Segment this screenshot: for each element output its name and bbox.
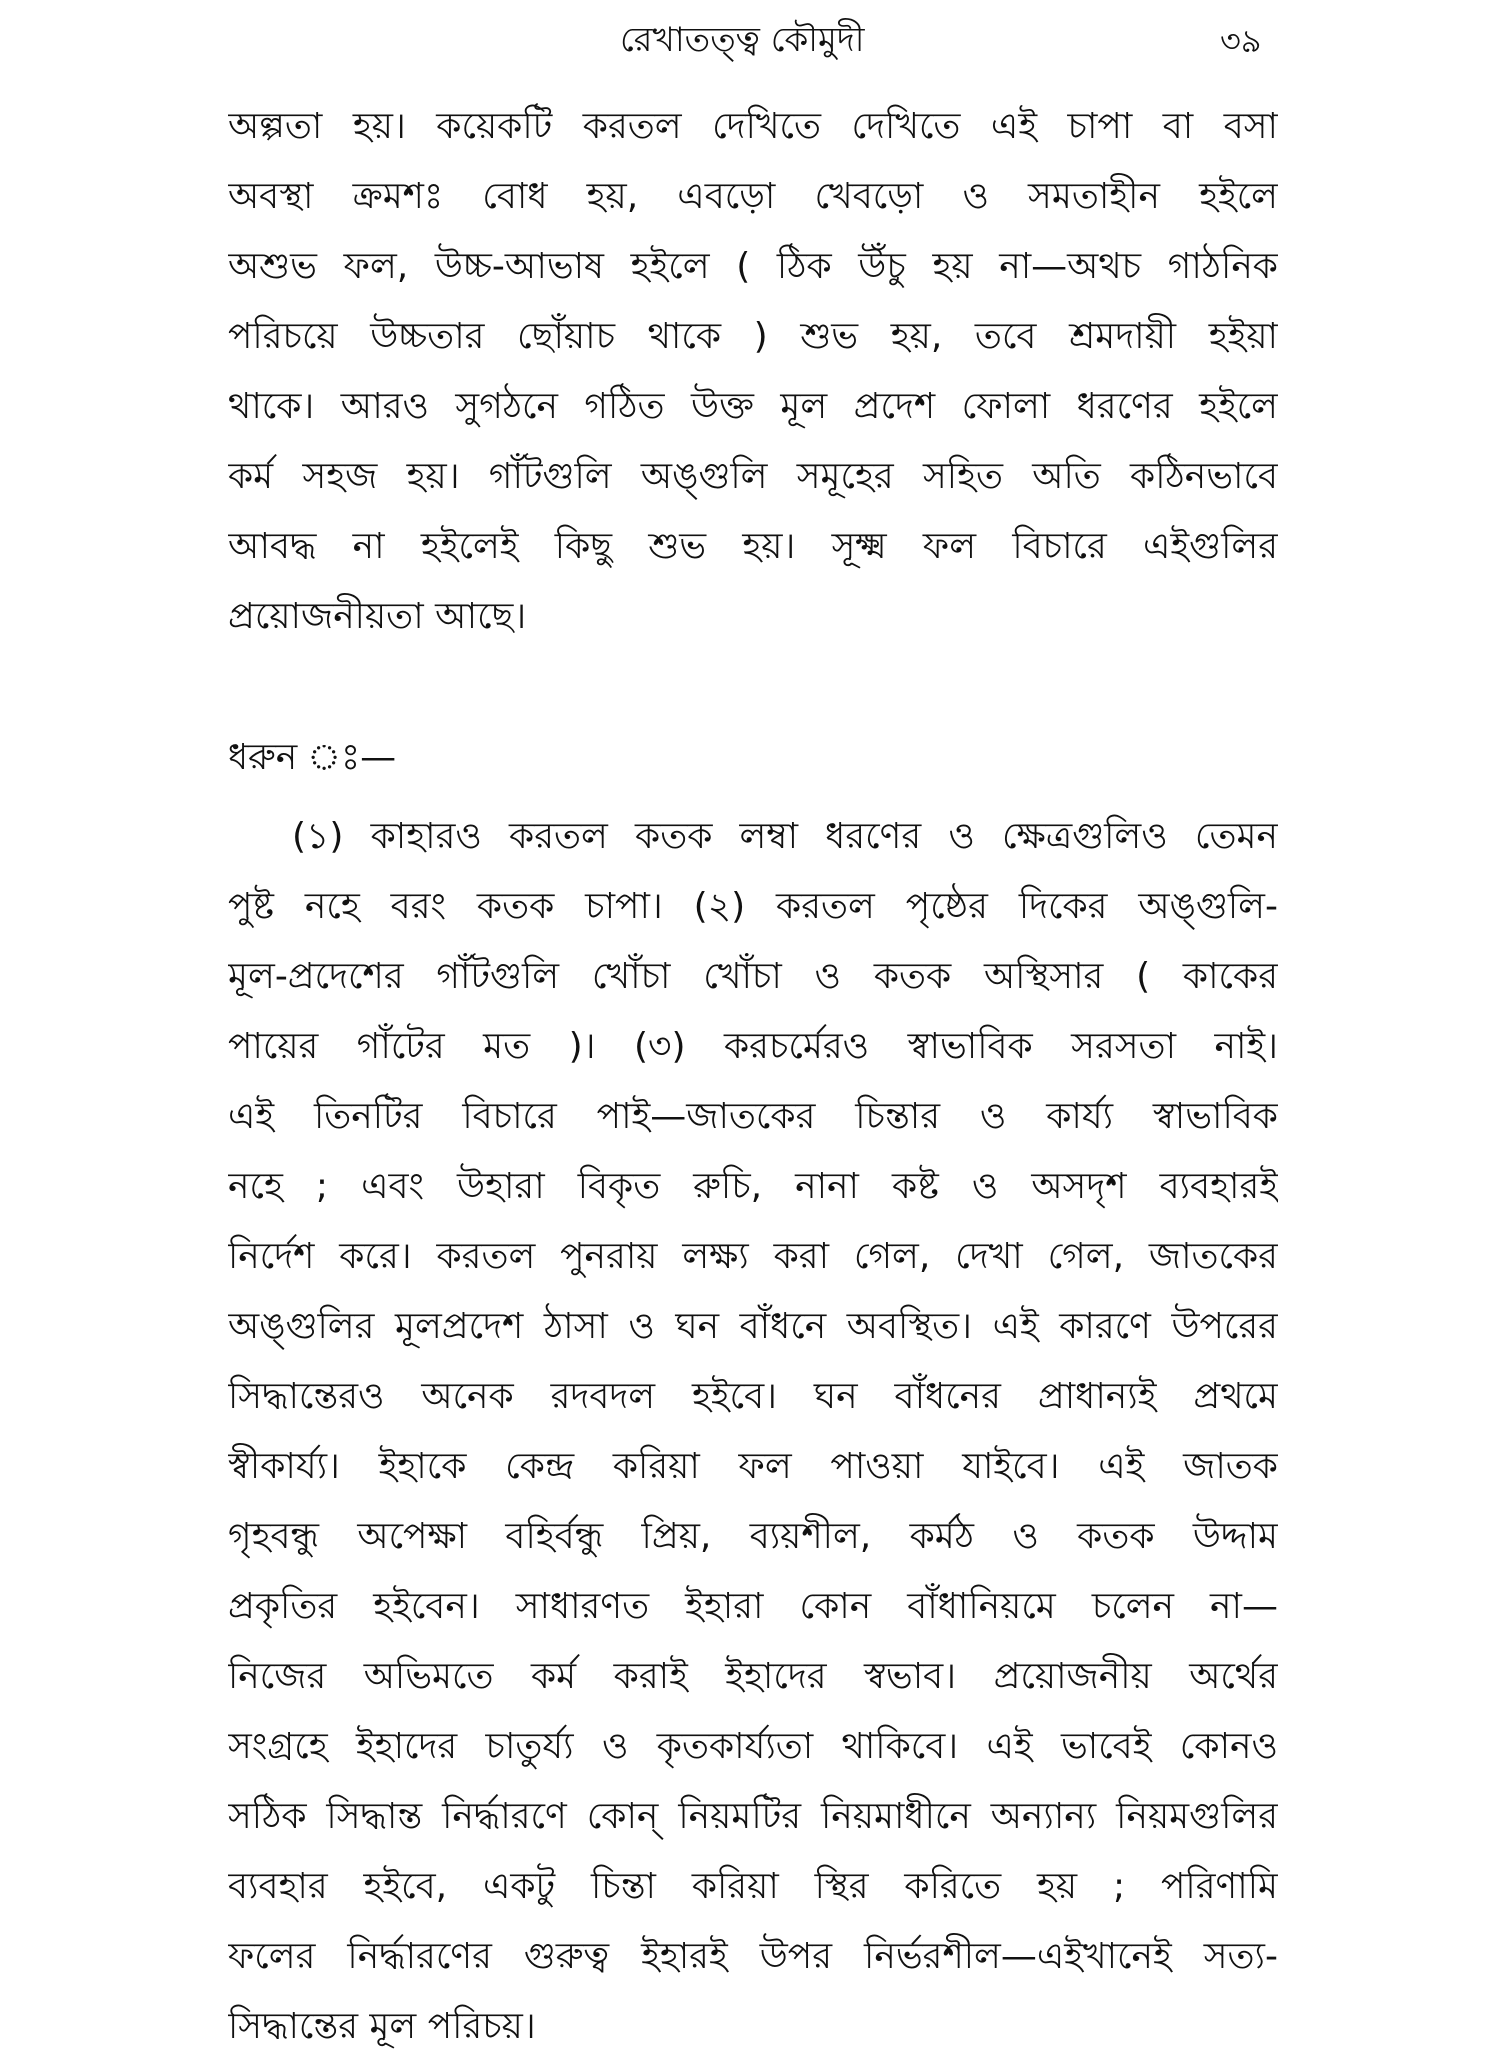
running-header [0,12,1500,62]
text-line: অল্পতা হয়। কয়েকটি করতল দেখিতে দেখিতে এই চাপা বা বসা [228,106,1278,147]
text-line: অঙ্গুলির মূলপ্রদেশ ঠাসা ও ঘন বাঁধনে অবস্থিত। এই কারণে উপরের [228,1306,1278,1347]
text-line: থাকে। আরও সুগঠনে গঠিত উক্ত মূল প্রদেশ ফোলা ধরণের হইলে [228,386,1278,427]
example-heading-block [228,723,1278,793]
text-line: (১) কাহারও করতল কতক লম্বা ধরণের ও ক্ষেত্রগুলিও তেমন [292,816,1278,857]
text-line: সংগ্রহে ইহাদের চাতুর্য্য ও কৃতকার্য্যতা থাকিবে। এই ভাবেই কোনও [228,1726,1278,1767]
text-line: এই তিনটির বিচারে পাই—জাতকের চিন্তার ও কার্য্য স্বাভাবিক [228,1096,1278,1137]
text-line: সিদ্ধান্তেরও অনেক রদবদল হইবে। ঘন বাঁধনের প্রাধান্যই প্রথমে [228,1376,1278,1417]
text-line: মূল-প্রদেশের গাঁটগুলি খোঁচা খোঁচা ও কতক অস্থিসার ( কাকের [228,956,1278,997]
running-title: রেখাতত্ত্ব কৌমুদী [620,20,865,60]
text-line: নির্দেশ করে। করতল পুনরায় লক্ষ্য করা গেল, দেখা গেল, জাতকের [228,1236,1278,1277]
example-paragraph [228,802,1278,2062]
text-line: পুষ্ট নহে বরং কতক চাপা। (২) করতল পৃষ্ঠের দিকের অঙ্গুলি- [228,886,1278,927]
text-line: প্রকৃতির হইবেন। সাধারণত ইহারা কোন বাঁধানিয়মে চলেন না— [228,1586,1278,1627]
text-line: সিদ্ধান্তের মূল পরিচয়। [228,2006,536,2047]
text-line: ফলের নির্দ্ধারণের গুরুত্ব ইহারই উপর নির্ভরশীল—এইখানেই সত্য- [228,1936,1278,1977]
text-line: পায়ের গাঁটের মত )। (৩) করচর্মেরও স্বাভাবিক সরসতা নাই। [228,1026,1278,1067]
text-line: ব্যবহার হইবে, একটু চিন্তা করিয়া স্থির করিতে হয় ; পরিণামি [228,1866,1278,1907]
text-line: পরিচয়ে উচ্চতার ছোঁয়াচ থাকে ) শুভ হয়, তবে শ্রমদায়ী হইয়া [228,316,1278,357]
text-line: প্রয়োজনীয়তা আছে। [228,596,527,637]
text-line: আবদ্ধ না হইলেই কিছু শুভ হয়। সূক্ষ্ম ফল বিচারে এইগুলির [228,526,1278,567]
page-number: ৩৯ [1220,22,1262,60]
text-line: নহে ; এবং উহারা বিকৃত রুচি, নানা কষ্ট ও অসদৃশ ব্যবহারই [228,1166,1278,1207]
text-line: কর্ম সহজ হয়। গাঁটগুলি অঙ্গুলি সমূহের সহিত অতি কঠিনভাবে [228,456,1278,497]
text-line: নিজের অভিমতে কর্ম করাই ইহাদের স্বভাব। প্রয়োজনীয় অর্থের [228,1656,1278,1697]
text-line: স্বীকার্য্য। ইহাকে কেন্দ্র করিয়া ফল পাওয়া যাইবে। এই জাতক [228,1446,1278,1487]
paragraph-continued [228,92,1278,652]
text-line: অবস্থা ক্রমশঃ বোধ হয়, এবড়ো খেবড়ো ও সমতাহীন হইলে [228,176,1278,217]
text-line: গৃহবন্ধু অপেক্ষা বহির্বন্ধু প্রিয়, ব্যয়শীল, কর্মঠ ও কতক উদ্দাম [228,1516,1278,1557]
text-line: অশুভ ফল, উচ্চ-আভাষ হইলে ( ঠিক উঁচু হয় না—অথচ গাঠনিক [228,246,1278,287]
text-line: সঠিক সিদ্ধান্ত নির্দ্ধারণে কোন্ নিয়মটির নিয়মাধীনে অন্যান্য নিয়মগুলির [228,1796,1278,1837]
example-heading: ধরুন ঃ— [228,737,397,778]
